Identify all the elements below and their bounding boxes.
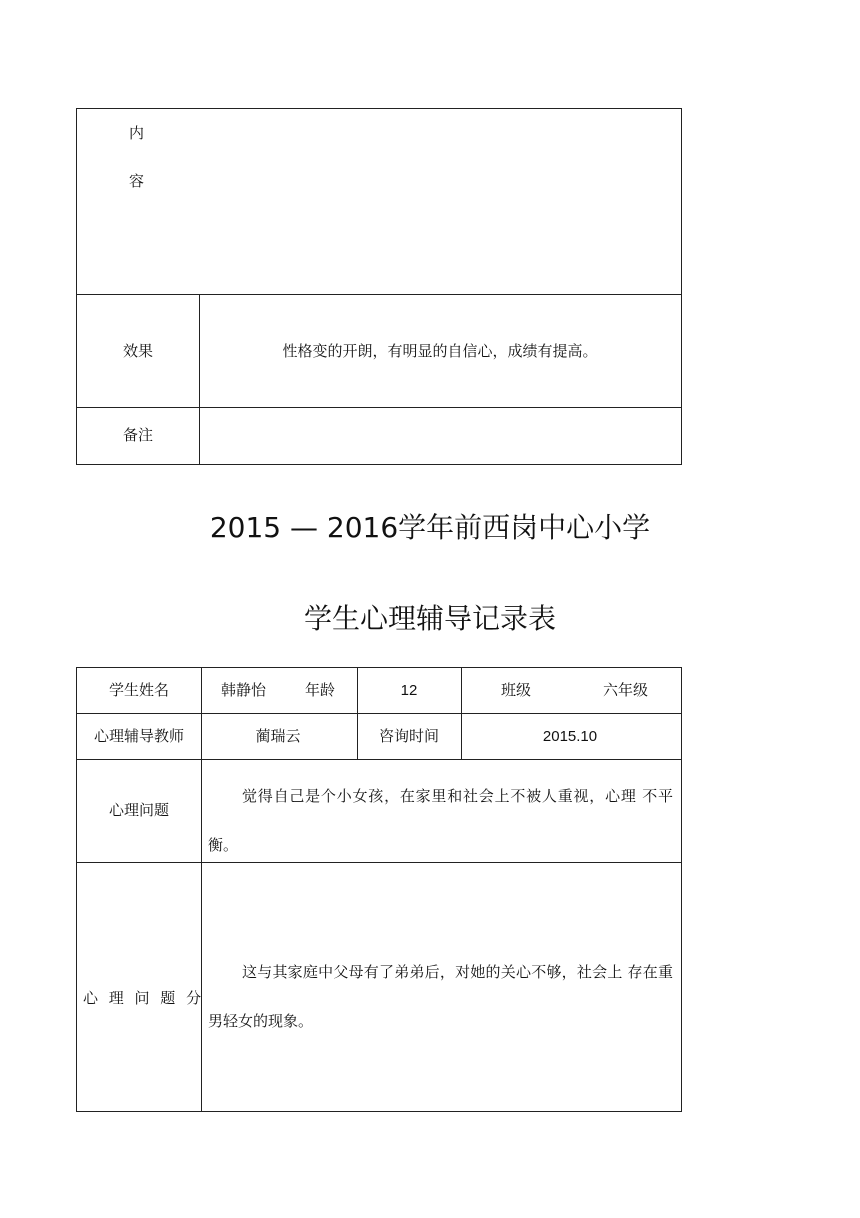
teacher-label: 心理辅导教师: [93, 727, 185, 745]
class-value: 六年级: [603, 681, 649, 699]
age-value: 12: [400, 682, 418, 699]
page-title-line-2: 学生心理辅导记录表: [303, 602, 556, 635]
age-label: 年龄: [305, 681, 336, 699]
record-col-divider-label: [201, 667, 202, 1112]
top-table: [76, 108, 682, 465]
problem-label: 心理问题: [108, 801, 170, 819]
record-col-divider-mid: [357, 667, 358, 759]
class-label: 班级: [501, 681, 532, 699]
consult-time-value: 2015.10: [542, 728, 598, 745]
student-name-value: 韩静怡: [221, 681, 267, 699]
record-row-divider-2: [76, 759, 682, 760]
teacher-value: 蔺瑞云: [255, 727, 301, 745]
consult-time-label: 咨询时间: [378, 727, 440, 745]
effect-label: 效果: [122, 342, 154, 360]
top-table-divider-2: [76, 407, 682, 408]
top-table-divider-1: [76, 294, 682, 295]
problem-text: 觉得自己是个小女孩，在家里和社会上不被人重视，心理 不平衡。: [208, 787, 673, 854]
student-name-label: 学生姓名: [108, 681, 170, 699]
content-label-char-1: 内: [129, 124, 145, 142]
record-row-divider-1: [76, 713, 682, 714]
remark-label: 备注: [122, 426, 154, 444]
effect-text: 性格变的开朗，有明显的自信心，成绩有提高。: [282, 342, 598, 360]
content-label-char-2: 容: [129, 172, 145, 190]
top-table-column-divider: [199, 294, 200, 465]
analysis-label: 心 理 问 题 分: [83, 989, 205, 1007]
page-title-line-1: 2015 — 2016学年前西岗中心小学: [209, 511, 651, 544]
record-col-divider-right: [461, 667, 462, 759]
analysis-text: 这与其家庭中父母有了弟弟后，对她的关心不够，社会上 存在重男轻女的现象。: [208, 963, 673, 1030]
